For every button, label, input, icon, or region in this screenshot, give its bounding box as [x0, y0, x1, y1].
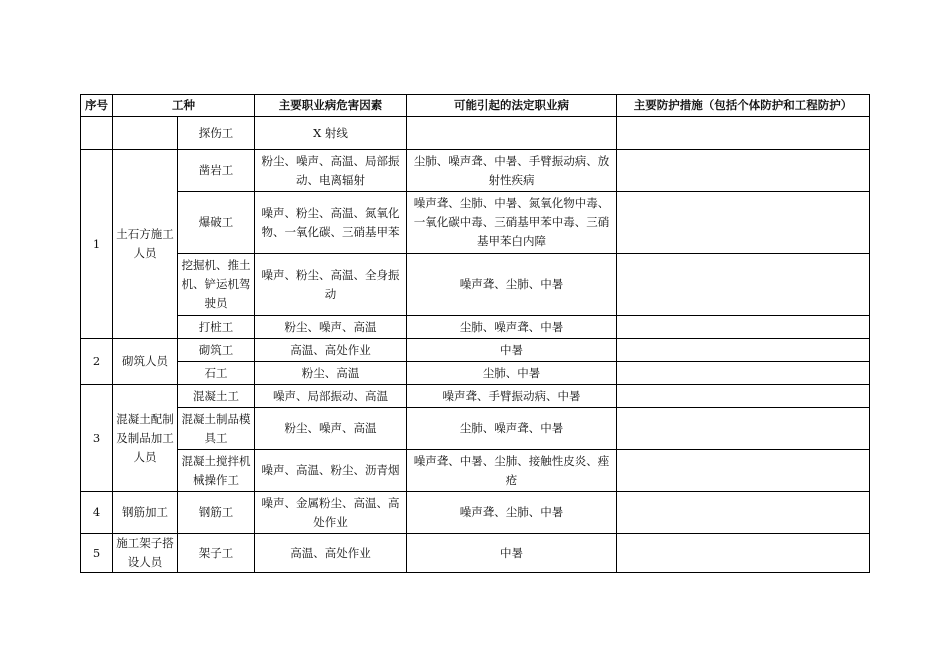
trade-cell: 爆破工 — [178, 192, 255, 254]
seq-cell: 3 — [81, 385, 113, 492]
hazards-cell: 粉尘、噪声、高温 — [255, 316, 407, 339]
trade-cell: 混凝土制品模具工 — [178, 408, 255, 450]
diseases-cell: 噪声聋、尘肺、中暑 — [407, 254, 617, 316]
protection-cell — [617, 492, 870, 534]
hazards-cell: 噪声、粉尘、高温、全身振动 — [255, 254, 407, 316]
table-row — [81, 117, 870, 150]
seq-cell — [81, 117, 113, 150]
table-row — [81, 385, 870, 408]
table-row — [81, 450, 870, 492]
hazard-table — [80, 94, 870, 573]
header-row — [81, 95, 870, 117]
diseases-cell: 尘肺、噪声聋、中暑 — [407, 316, 617, 339]
seq-cell: 2 — [81, 339, 113, 385]
diseases-cell: 尘肺、噪声聋、中暑 — [407, 408, 617, 450]
header-diseases: 可能引起的法定职业病 — [407, 95, 617, 117]
protection-cell — [617, 150, 870, 192]
seq-cell: 5 — [81, 534, 113, 573]
trade-cell: 混凝土工 — [178, 385, 255, 408]
diseases-cell: 噪声聋、中暑、尘肺、接触性皮炎、痤疮 — [407, 450, 617, 492]
diseases-cell: 噪声聋、尘肺、中暑、氮氧化物中毒、一氧化碳中毒、三硝基甲苯中毒、三硝基甲苯白内障 — [407, 192, 617, 254]
protection-cell — [617, 408, 870, 450]
table-row — [81, 492, 870, 534]
group-cell: 混凝土配制及制品加工人员 — [113, 385, 178, 492]
hazards-cell: 噪声、金属粉尘、高温、高处作业 — [255, 492, 407, 534]
hazards-cell: 噪声、局部振动、高温 — [255, 385, 407, 408]
protection-cell — [617, 534, 870, 573]
protection-cell — [617, 385, 870, 408]
header-seq: 序号 — [81, 95, 113, 117]
seq-cell: 4 — [81, 492, 113, 534]
trade-cell: 石工 — [178, 362, 255, 385]
trade-cell: 砌筑工 — [178, 339, 255, 362]
group-cell — [113, 117, 178, 150]
header-trade: 工种 — [113, 95, 255, 117]
header-hazards: 主要职业病危害因素 — [255, 95, 407, 117]
diseases-cell: 噪声聋、手臂振动病、中暑 — [407, 385, 617, 408]
group-cell: 土石方施工人员 — [113, 150, 178, 339]
protection-cell — [617, 117, 870, 150]
group-cell: 砌筑人员 — [113, 339, 178, 385]
trade-cell: 打桩工 — [178, 316, 255, 339]
table-row — [81, 339, 870, 362]
hazards-cell: 噪声、粉尘、高温、氮氧化物、一氧化碳、三硝基甲苯 — [255, 192, 407, 254]
protection-cell — [617, 192, 870, 254]
trade-cell: 架子工 — [178, 534, 255, 573]
table-row — [81, 150, 870, 192]
protection-cell — [617, 254, 870, 316]
table-row — [81, 254, 870, 316]
protection-cell — [617, 339, 870, 362]
hazards-cell: 高温、高处作业 — [255, 339, 407, 362]
seq-cell: 1 — [81, 150, 113, 339]
trade-cell: 挖掘机、推土机、铲运机驾驶员 — [178, 254, 255, 316]
group-cell: 钢筋加工 — [113, 492, 178, 534]
header-protection: 主要防护措施（包括个体防护和工程防护） — [617, 95, 870, 117]
table-row — [81, 192, 870, 254]
protection-cell — [617, 316, 870, 339]
table-row — [81, 534, 870, 573]
diseases-cell: 噪声聋、尘肺、中暑 — [407, 492, 617, 534]
hazards-cell: 粉尘、高温 — [255, 362, 407, 385]
protection-cell — [617, 362, 870, 385]
table-row — [81, 362, 870, 385]
diseases-cell: 中暑 — [407, 534, 617, 573]
hazards-cell: X 射线 — [255, 117, 407, 150]
diseases-cell: 尘肺、中暑 — [407, 362, 617, 385]
hazards-cell: 噪声、高温、粉尘、沥青烟 — [255, 450, 407, 492]
hazards-cell: 高温、高处作业 — [255, 534, 407, 573]
trade-cell: 钢筋工 — [178, 492, 255, 534]
protection-cell — [617, 450, 870, 492]
diseases-cell: 尘肺、噪声聋、中暑、手臂振动病、放射性疾病 — [407, 150, 617, 192]
hazards-cell: 粉尘、噪声、高温、局部振动、电离辐射 — [255, 150, 407, 192]
diseases-cell: 中暑 — [407, 339, 617, 362]
trade-cell: 探伤工 — [178, 117, 255, 150]
trade-cell: 混凝土搅拌机械操作工 — [178, 450, 255, 492]
table-row — [81, 408, 870, 450]
group-cell: 施工架子搭设人员 — [113, 534, 178, 573]
table-row — [81, 316, 870, 339]
hazards-cell: 粉尘、噪声、高温 — [255, 408, 407, 450]
diseases-cell — [407, 117, 617, 150]
trade-cell: 凿岩工 — [178, 150, 255, 192]
